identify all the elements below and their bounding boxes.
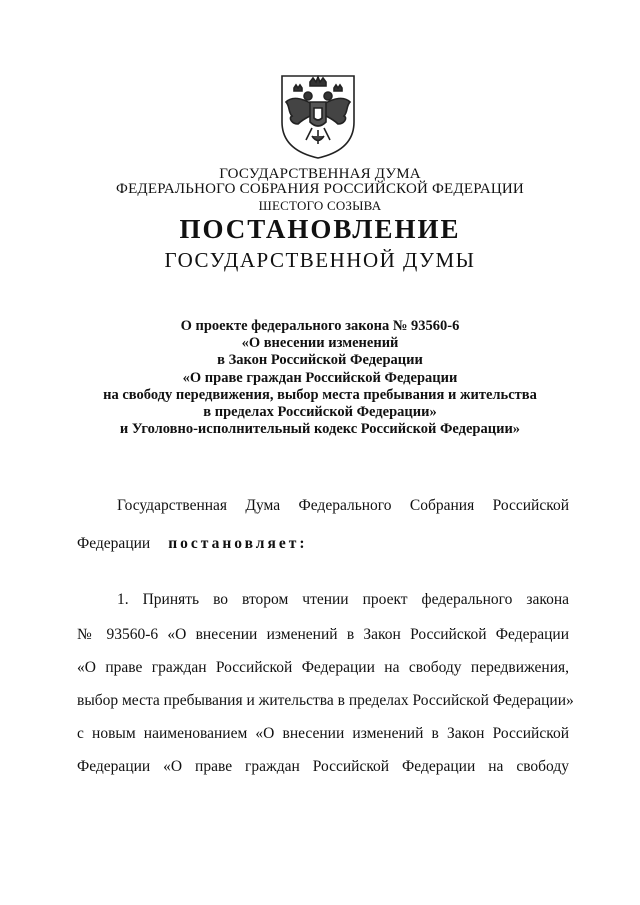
coat-of-arms-emblem — [272, 70, 364, 162]
item1-line: № 93560-6 «О внесении изменений в Закон Российской Федерации — [77, 626, 569, 643]
preamble-verb: постановляет: — [168, 535, 308, 552]
preamble-subject: Федерации — [77, 535, 151, 552]
subject-line: «О праве граждан Российской Федерации — [182, 369, 458, 386]
item1-line: с новым наименованием «О внесении изменений в Закон Российской — [77, 725, 569, 742]
item1-line: «О праве граждан Российской Федерации на свободу передвижения, — [77, 659, 569, 676]
item1-line: выбор места пребывания и жительства в пределах Российской Федерации» — [77, 692, 574, 709]
subject-line: в пределах Российской Федерации» — [203, 404, 437, 421]
document-issuer-title: ГОСУДАРСТВЕННОЙ ДУМЫ — [164, 248, 476, 272]
subject-line: О проекте федерального закона № 93560-6 — [180, 318, 460, 334]
item1-line: Федерации «О праве граждан Российской Федерации на свободу — [77, 758, 569, 775]
header-line-convocation: ШЕСТОГО СОЗЫВА — [258, 198, 382, 213]
subject-line: на свободу передвижения, выбор места пребывания и жительства — [103, 386, 537, 403]
header-line-federal-assembly: ФЕДЕРАЛЬНОГО СОБРАНИЯ РОССИЙСКОЙ ФЕДЕРАЦИИ — [116, 181, 524, 197]
document-subject — [0, 318, 640, 438]
subject-line: в Закон Российской Федерации — [217, 352, 423, 369]
subject-line: и Уголовно-исполнительный кодекс Российской Федерации» — [119, 421, 521, 438]
header-line-duma: ГОСУДАРСТВЕННАЯ ДУМА — [219, 166, 421, 182]
preamble-line — [77, 535, 569, 553]
document-type-title: ПОСТАНОВЛЕНИЕ — [179, 214, 461, 244]
subject-line: «О внесении изменений — [241, 335, 399, 352]
preamble-line: Государственная Дума Федерального Собрания Российской — [117, 497, 569, 514]
item1-line: 1. Принять во втором чтении проект федерального закона — [117, 591, 569, 608]
